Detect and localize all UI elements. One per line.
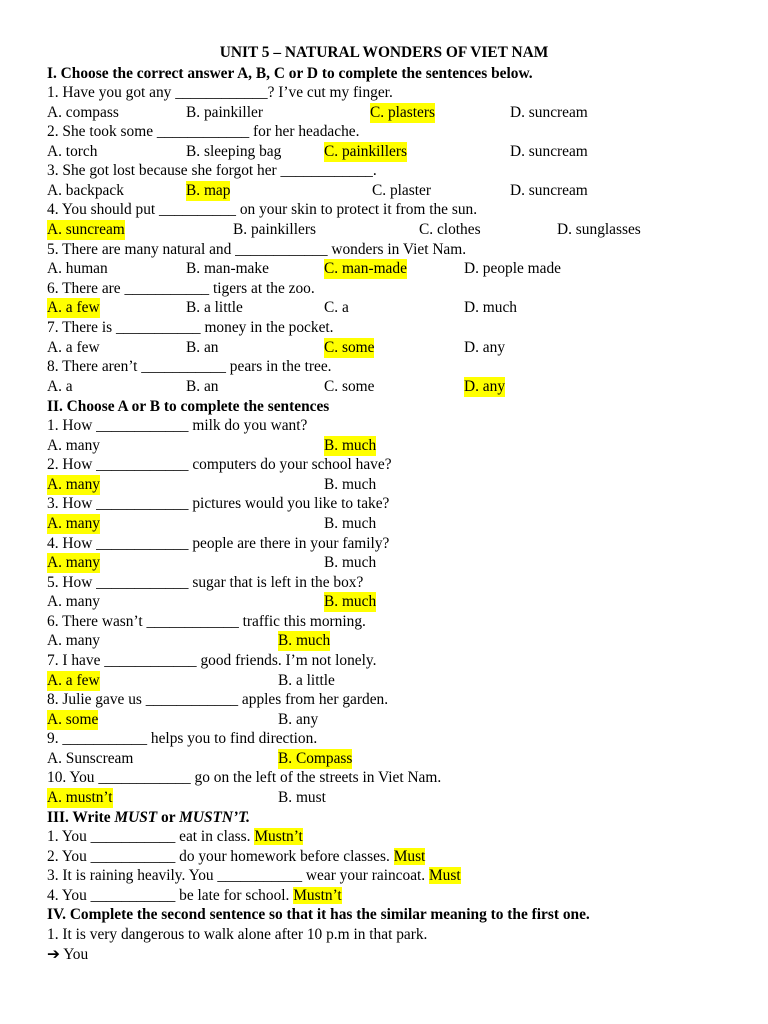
question: 10. You ____________ go on the left of the streets in Viet Nam. [47,769,442,786]
option-c: C. a [324,299,349,316]
question: 7. I have ____________ good friends. I’m not lonely. [47,652,377,669]
option-d: D. any [464,339,506,356]
option-a-answer: A. a few [47,672,100,689]
question: 1. Have you got any ____________? I’ve cut my finger. [47,84,393,101]
option-a: A. compass [47,104,119,121]
option-a: A. backpack [47,182,124,199]
answer-highlight: Mustn’t [254,828,303,845]
section-3-heading: III. Write MUST or MUSTN’T. [47,809,250,826]
option-a-answer: A. many [47,554,101,571]
option-c-answer: C. painkillers [324,143,407,160]
question: 8. Julie gave us ____________ apples from her garden. [47,691,389,708]
option-b: B. an [186,339,219,356]
option-d: D. sunglasses [557,221,641,238]
option-b: B. a little [278,672,335,689]
answer-highlight: Must [393,848,426,865]
option-b-answer: B. much [324,437,377,454]
option-a-answer: A. mustn’t [47,789,113,806]
option-b: B. painkillers [233,221,316,238]
option-b: B. sleeping bag [186,143,282,160]
option-b: B. an [186,378,219,395]
question: 3. She got lost because she forgot her ____________. [47,162,377,179]
question: 2. She took some ____________ for her headache. [47,123,360,140]
option-a-answer: A. suncream [47,221,125,238]
option-a: A. a few [47,339,100,356]
question: 2. You ___________ do your homework before classes. Must [47,848,426,865]
option-b: B. man-make [186,260,269,277]
question: 3. How ____________ pictures would you like to take? [47,495,390,512]
option-d-answer: D. any [464,378,506,395]
option-b: B. much [324,515,377,532]
option-a: A. torch [47,143,98,160]
rewrite-prompt: ➔ You [47,946,89,963]
section-1-heading: I. Choose the correct answer A, B, C or D to complete the sentences below. [47,65,533,82]
arrow-right-icon: ➔ [47,946,60,963]
option-a-answer: A. many [47,476,101,493]
question: 7. There is ___________ money in the pocket. [47,319,334,336]
question: 4. You ___________ be late for school. Mustn’t [47,887,342,904]
option-c-answer: C. some [324,339,375,356]
question: 8. There aren’t ___________ pears in the tree. [47,358,332,375]
option-a-answer: A. a few [47,299,100,316]
option-b-answer: B. much [278,632,331,649]
question: 1. You ___________ eat in class. Mustn’t [47,828,303,845]
page-title: UNIT 5 – NATURAL WONDERS OF VIET NAM [219,44,549,61]
option-b-answer: B. much [324,593,377,610]
answer-highlight: Mustn’t [293,887,342,904]
question: 4. How ____________ people are there in your family? [47,535,390,552]
question: 4. You should put __________ on your skin to protect it from the sun. [47,201,478,218]
option-b: B. much [324,476,377,493]
option-d: D. much [464,299,518,316]
question: 5. There are many natural and ____________ wonders in Viet Nam. [47,241,467,258]
option-a-answer: A. some [47,711,99,728]
question: 5. How ____________ sugar that is left in the box? [47,574,364,591]
option-a: A. many [47,437,101,454]
option-a: A. many [47,632,101,649]
option-a-answer: A. many [47,515,101,532]
question: 6. There wasn’t ____________ traffic this morning. [47,613,366,630]
option-d: D. suncream [510,182,588,199]
option-c: C. clothes [419,221,481,238]
option-c: C. plaster [372,182,431,199]
option-b: B. painkiller [186,104,263,121]
option-a: A. many [47,593,101,610]
option-c: C. some [324,378,375,395]
option-d: D. people made [464,260,562,277]
option-a: A. a [47,378,73,395]
option-d: D. suncream [510,143,588,160]
question: 3. It is raining heavily. You ___________ wear your raincoat. Must [47,867,461,884]
option-b-answer: B. map [186,182,231,199]
option-b-answer: B. Compass [278,750,353,767]
question: 2. How ____________ computers do your school have? [47,456,392,473]
option-b: B. any [278,711,319,728]
option-a: A. Sunscream [47,750,134,767]
option-b: B. much [324,554,377,571]
option-c-answer: C. man-made [324,260,407,277]
option-b: B. must [278,789,326,806]
option-d: D. suncream [510,104,588,121]
section-2-heading: II. Choose A or B to complete the sentences [47,398,330,415]
question: 6. There are ___________ tigers at the zoo. [47,280,315,297]
question: 1. How ____________ milk do you want? [47,417,308,434]
option-c-answer: C. plasters [370,104,435,121]
question: 1. It is very dangerous to walk alone after 10 p.m in that park. [47,926,428,943]
section-4-heading: IV. Complete the second sentence so that it has the similar meaning to the first one. [47,906,590,923]
answer-highlight: Must [429,867,461,884]
question: 9. ___________ helps you to find direction. [47,730,318,747]
option-b: B. a little [186,299,243,316]
option-a: A. human [47,260,108,277]
